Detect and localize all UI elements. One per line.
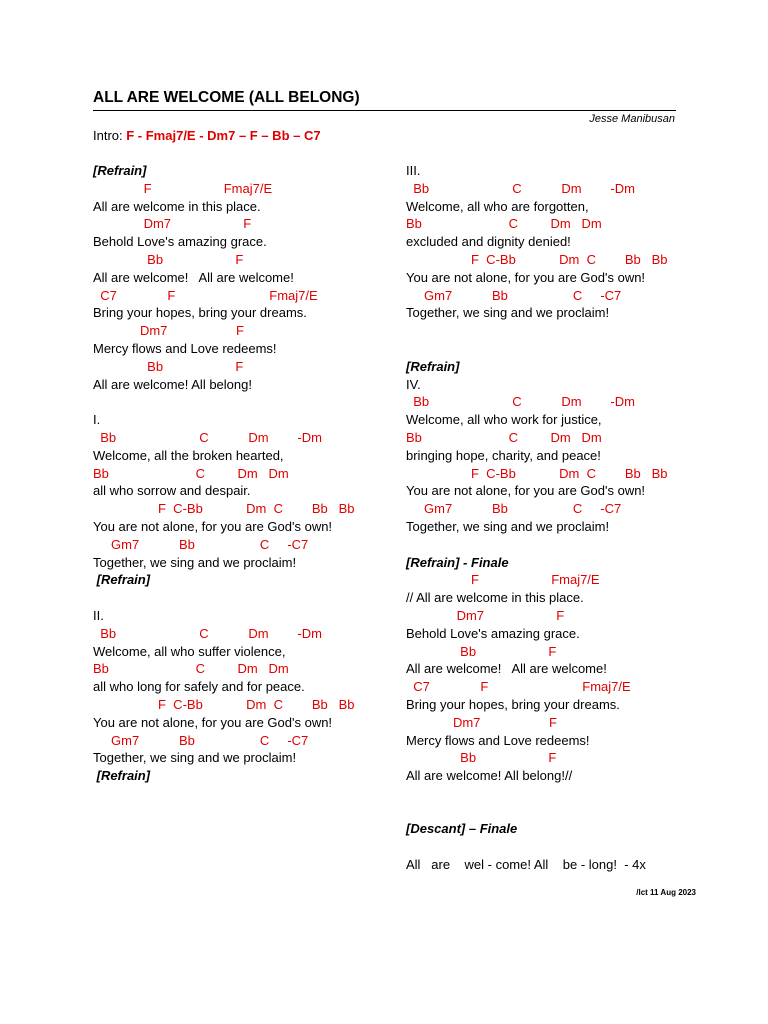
chord-line: C7 F Fmaj7/E xyxy=(406,679,631,695)
chord-line: Bb C Dm Dm xyxy=(406,216,602,232)
lyric-line: Welcome, all who suffer violence, xyxy=(93,643,286,659)
lyric-line: Mercy flows and Love redeems! xyxy=(406,732,590,748)
chord-line: Bb C Dm -Dm xyxy=(93,429,322,445)
lyric-line: All are welcome! All belong! xyxy=(93,376,252,392)
lyric-line: Bring your hopes, bring your dreams. xyxy=(93,305,307,321)
lyric-line: All are welcome! All are welcome! xyxy=(93,269,294,285)
chord-line: C7 F Fmaj7/E xyxy=(93,287,318,303)
lyric-line: Welcome, all the broken hearted, xyxy=(93,447,284,463)
section-heading: [Refrain] xyxy=(93,572,151,588)
lyric-line: III. xyxy=(406,163,421,178)
lyric-line: I. xyxy=(93,412,101,428)
lyric-line: Together, we sing and we proclaim! xyxy=(93,554,297,570)
lyric-line: You are not alone, for you are God's own! xyxy=(93,714,333,730)
lyric-line: // All are welcome in this place. xyxy=(406,590,584,606)
lyric-line: Behold Love's amazing grace. xyxy=(93,234,267,250)
chord-line: Bb F xyxy=(93,251,244,267)
chord-line: Bb C Dm Dm xyxy=(406,429,602,445)
chord-line: F C-Bb Dm C Bb Bb xyxy=(406,465,668,481)
title-underline xyxy=(93,110,676,111)
chord-line: Bb C Dm Dm xyxy=(93,661,289,677)
chord-line: F C-Bb Dm C Bb Bb xyxy=(93,696,355,712)
blank-line xyxy=(406,803,706,821)
intro-line xyxy=(93,128,321,143)
chord-line: F C-Bb Dm C Bb Bb xyxy=(93,501,355,517)
blank-line xyxy=(406,838,706,856)
left-column xyxy=(93,162,393,785)
song-title: ALL ARE WELCOME (ALL BELONG) xyxy=(93,89,360,106)
lyric-line: all who sorrow and despair. xyxy=(93,483,251,499)
lyric-line: Together, we sing and we proclaim! xyxy=(406,518,610,534)
chord-line: Dm7 F xyxy=(406,714,557,730)
footer-note: /lct 11 Aug 2023 xyxy=(636,888,696,897)
lyric-line: Together, we sing and we proclaim! xyxy=(406,305,610,321)
intro-label: Intro: xyxy=(93,128,127,143)
chord-line: Bb F xyxy=(406,643,557,659)
lyric-line: Welcome, all who are forgotten, xyxy=(406,198,589,214)
lyric-line: All are welcome in this place. xyxy=(93,198,261,214)
lyric-line: All are welcome! All are welcome! xyxy=(406,661,607,677)
chord-line: Bb C Dm -Dm xyxy=(406,180,635,196)
blank-line xyxy=(406,785,706,803)
chord-line: Gm7 Bb C -C7 xyxy=(93,732,309,748)
chord-line: F Fmaj7/E xyxy=(93,180,273,196)
lyric-line: IV. xyxy=(406,376,421,392)
chord-line: F Fmaj7/E xyxy=(406,572,600,588)
chord-line: F C-Bb Dm C Bb Bb xyxy=(406,251,668,267)
intro-chords: F - Fmaj7/E - Dm7 – F – Bb – C7 xyxy=(126,128,321,143)
blank-line xyxy=(406,322,706,340)
lyric-line: Welcome, all who work for justice, xyxy=(406,412,602,428)
composer-name: Jesse Manibusan xyxy=(589,113,675,125)
chord-line: Bb F xyxy=(93,358,244,374)
chord-line: Gm7 Bb C -C7 xyxy=(406,287,622,303)
lyric-line: Mercy flows and Love redeems! xyxy=(93,340,277,356)
lyric-line: You are not alone, for you are God's own! xyxy=(406,483,646,499)
lyric-line: Bring your hopes, bring your dreams. xyxy=(406,696,620,712)
blank-line xyxy=(93,393,393,411)
chord-line: Dm7 F xyxy=(406,607,565,623)
lyric-line: all who long for safely and for peace. xyxy=(93,679,305,695)
blank-line xyxy=(93,589,393,607)
section-heading: [Refrain] xyxy=(93,163,147,178)
chord-line: Dm7 F xyxy=(93,216,252,232)
section-heading: [Refrain] xyxy=(93,768,151,784)
lyric-line: You are not alone, for you are God's own! xyxy=(93,518,333,534)
lyric-line: All are welcome! All belong!// xyxy=(406,768,573,784)
section-heading: [Descant] – Finale xyxy=(406,821,518,837)
chord-line: Bb F xyxy=(406,750,557,766)
chord-line: Bb C Dm Dm xyxy=(93,465,289,481)
lyric-line: Together, we sing and we proclaim! xyxy=(93,750,297,766)
lyric-line: excluded and dignity denied! xyxy=(406,234,571,250)
lyric-line: II. xyxy=(93,607,104,623)
section-heading: [Refrain] xyxy=(406,358,460,374)
chord-line: Bb C Dm -Dm xyxy=(406,394,635,410)
lyric-line: All are wel - come! All be - long! - 4x xyxy=(406,857,646,873)
chord-line: Gm7 Bb C -C7 xyxy=(406,501,622,517)
right-column xyxy=(406,162,706,874)
section-heading: [Refrain] - Finale xyxy=(406,554,509,570)
chord-line: Gm7 Bb C -C7 xyxy=(93,536,309,552)
lyric-line: You are not alone, for you are God's own! xyxy=(406,269,646,285)
chord-line: Dm7 F xyxy=(93,323,244,339)
blank-line xyxy=(406,536,706,554)
lyric-line: bringing hope, charity, and peace! xyxy=(406,447,601,463)
blank-line xyxy=(406,340,706,358)
lyric-line: Behold Love's amazing grace. xyxy=(406,625,580,641)
chord-line: Bb C Dm -Dm xyxy=(93,625,322,641)
